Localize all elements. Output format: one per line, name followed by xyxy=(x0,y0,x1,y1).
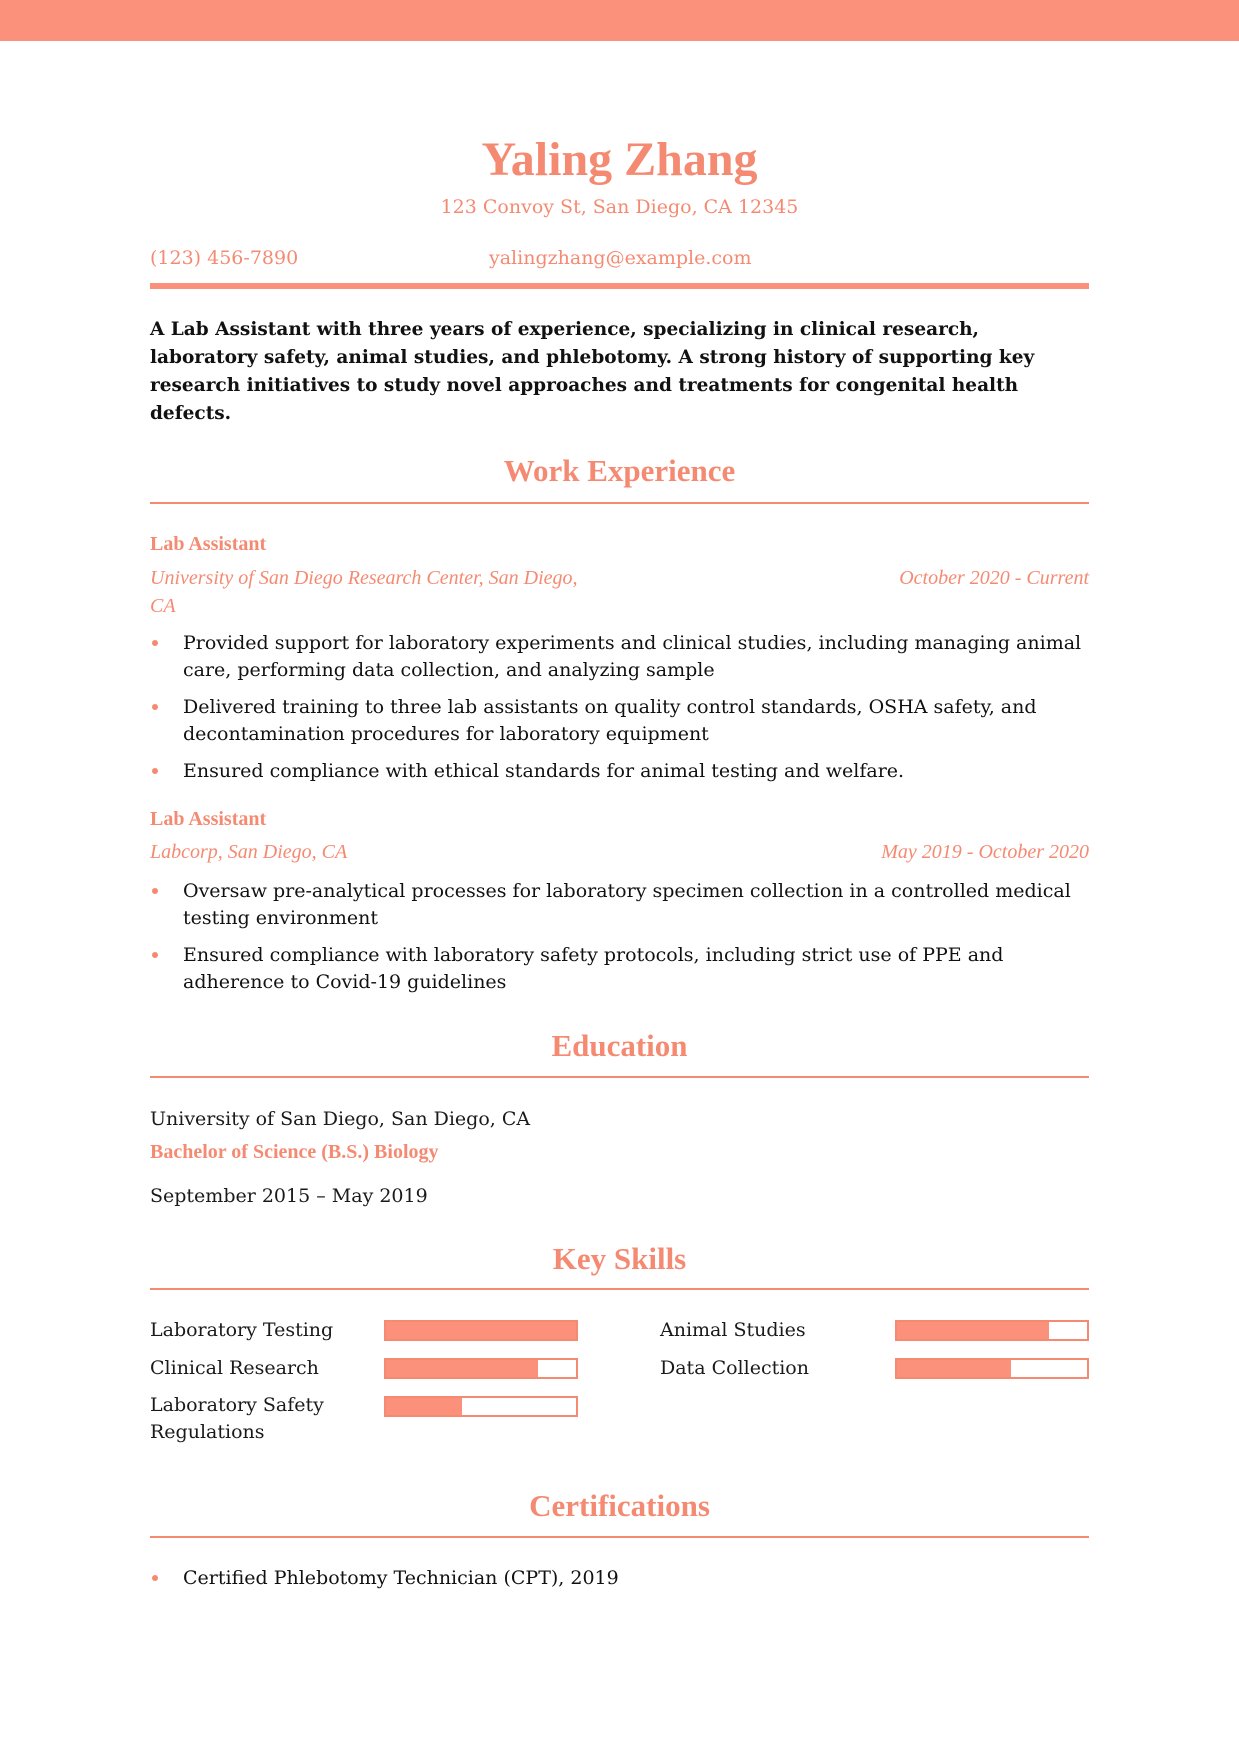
section-title-key-skills: Key Skills xyxy=(552,1241,687,1276)
skill-name: Clinical Research xyxy=(150,1357,319,1379)
list-item xyxy=(150,694,1089,748)
bullet-dot-icon xyxy=(152,1575,158,1581)
skill-name: Data Collection xyxy=(660,1357,809,1379)
section-divider xyxy=(150,1076,1089,1078)
bullet-text: Provided support for laboratory experiments and clinical studies, including managing animal care, performing data collection, and analyzing sample xyxy=(183,632,1082,681)
section-divider xyxy=(150,502,1089,504)
skill-level-fill xyxy=(386,1322,576,1339)
bullet-dot-icon xyxy=(152,952,158,958)
section-title-work-experience: Work Experience xyxy=(503,453,736,488)
job-employer: University of San Diego Research Center, San Diego, CA xyxy=(150,567,578,617)
bullet-dot-icon xyxy=(152,888,158,894)
education-degree: Bachelor of Science (B.S.) Biology xyxy=(150,1141,439,1163)
list-item xyxy=(150,758,1089,785)
skill-level-bar xyxy=(384,1396,578,1417)
section-divider xyxy=(150,1536,1089,1538)
skill-name: Laboratory Testing xyxy=(150,1319,334,1341)
skill-level-fill xyxy=(386,1398,462,1415)
bullet-dot-icon xyxy=(152,704,158,710)
skill-level-bar xyxy=(384,1358,578,1379)
skill-level-bar xyxy=(384,1320,578,1341)
resume-page xyxy=(150,0,1089,1754)
job-employer: Labcorp, San Diego, CA xyxy=(150,841,348,863)
section-divider xyxy=(150,1288,1089,1290)
bullet-dot-icon xyxy=(152,768,158,774)
skill-name: Animal Studies xyxy=(660,1319,806,1341)
job-dates: May 2019 - October 2020 xyxy=(881,841,1089,863)
skill-level-fill xyxy=(897,1322,1049,1339)
education-dates: September 2015 – May 2019 xyxy=(150,1185,428,1207)
skill-level-fill xyxy=(897,1360,1011,1377)
job-bullets xyxy=(150,630,1089,795)
candidate-name: Yaling Zhang xyxy=(481,133,758,186)
bullet-text: Oversaw pre-analytical processes for laboratory specimen collection in a controlled medical testing environment xyxy=(183,880,1071,929)
skill-level-bar xyxy=(895,1320,1089,1341)
section-title-education: Education xyxy=(551,1028,688,1063)
section-title-certifications: Certifications xyxy=(529,1488,710,1523)
job-title: Lab Assistant xyxy=(150,808,267,830)
skill-level-bar xyxy=(895,1358,1089,1379)
skill-level-fill xyxy=(386,1360,538,1377)
list-item xyxy=(150,878,1089,932)
list-item xyxy=(150,630,1089,684)
list-item xyxy=(150,1565,1089,1592)
professional-summary: A Lab Assistant with three years of experience, specializing in clinical research, laboratory safety, animal studies, and phlebotomy. A strong history of supporting key research initiatives to study novel approaches and treatments for congenital health defects. xyxy=(150,319,1035,424)
job-title: Lab Assistant xyxy=(150,533,267,555)
certification-text: Certified Phlebotomy Technician (CPT), 2019 xyxy=(183,1567,619,1589)
job-bullets xyxy=(150,878,1089,1006)
bullet-text: Delivered training to three lab assistants on quality control standards, OSHA safety, and decontamination procedures for laboratory equipment xyxy=(183,696,1037,745)
header-divider xyxy=(150,283,1089,289)
bullet-text: Ensured compliance with ethical standards for animal testing and welfare. xyxy=(183,760,905,782)
list-item xyxy=(150,942,1089,996)
skill-name: Laboratory Safety Regulations xyxy=(150,1394,324,1443)
education-school: University of San Diego, San Diego, CA xyxy=(150,1108,531,1130)
email-address: yalingzhang@example.com xyxy=(489,247,752,269)
phone-number: (123) 456-7890 xyxy=(150,247,299,269)
bullet-dot-icon xyxy=(152,640,158,646)
certification-list xyxy=(150,1565,1089,1602)
bullet-text: Ensured compliance with laboratory safety protocols, including strict use of PPE and adherence to Covid-19 guidelines xyxy=(183,944,1004,993)
job-dates: October 2020 - Current xyxy=(899,567,1089,589)
address: 123 Convoy St, San Diego, CA 12345 xyxy=(440,196,799,218)
